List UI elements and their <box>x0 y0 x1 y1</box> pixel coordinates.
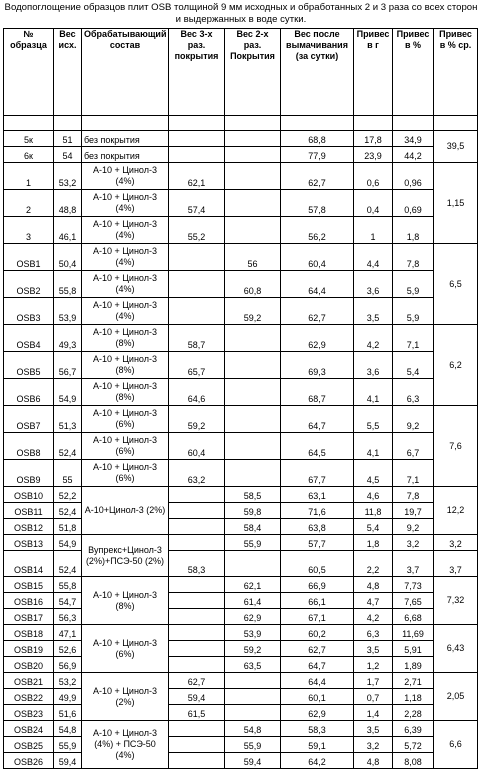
gain-pct: 0,96 <box>393 163 434 190</box>
composition: А-10 + Цинол-3 (4%) <box>82 244 169 271</box>
weight-3x: 63,2 <box>169 460 225 487</box>
weight-2x: 59,4 <box>225 753 281 769</box>
weight-after: 62,7 <box>281 298 354 325</box>
gain-pct: 5,9 <box>393 298 434 325</box>
gain-g: 1,2 <box>354 657 393 673</box>
weight-3x: 65,7 <box>169 352 225 379</box>
weight-2x <box>225 325 281 352</box>
weight-after: 64,7 <box>281 657 354 673</box>
gain-pct: 5,4 <box>393 352 434 379</box>
gain-g: 3,2 <box>354 737 393 753</box>
weight-after: 56,2 <box>281 217 354 244</box>
weight-after: 64,4 <box>281 673 354 689</box>
gain-pct: 6,3 <box>393 379 434 406</box>
sample-number: OSB19 <box>4 641 54 657</box>
initial-weight: 55,9 <box>54 737 82 753</box>
table-row <box>4 487 478 503</box>
weight-2x: 55,9 <box>225 737 281 753</box>
sample-number: OSB17 <box>4 609 54 625</box>
weight-after: 67,1 <box>281 609 354 625</box>
weight-3x: 55,2 <box>169 217 225 244</box>
col-header-weight-2x: Вес 2-х раз. Покрытия <box>225 29 281 116</box>
gain-avg: 7,6 <box>434 406 478 487</box>
sample-number: OSB18 <box>4 625 54 641</box>
sample-number: OSB4 <box>4 325 54 352</box>
gain-avg: 6,6 <box>434 721 478 769</box>
table-row <box>4 271 478 298</box>
gain-g: 1,4 <box>354 705 393 721</box>
initial-weight: 48,8 <box>54 190 82 217</box>
initial-weight: 53,9 <box>54 298 82 325</box>
gain-pct: 1,89 <box>393 657 434 673</box>
sample-number: OSB11 <box>4 503 54 519</box>
weight-2x <box>225 689 281 705</box>
sample-number: OSB10 <box>4 487 54 503</box>
table-row <box>4 131 478 147</box>
weight-2x <box>225 352 281 379</box>
sample-number: OSB23 <box>4 705 54 721</box>
weight-3x: 57,4 <box>169 190 225 217</box>
sample-number: OSB15 <box>4 577 54 593</box>
table-row <box>4 147 478 163</box>
table-row <box>4 163 478 190</box>
sample-number: OSB1 <box>4 244 54 271</box>
sample-number: 3 <box>4 217 54 244</box>
initial-weight: 56,7 <box>54 352 82 379</box>
table-row <box>4 298 478 325</box>
table-row <box>4 625 478 641</box>
initial-weight: 51 <box>54 131 82 147</box>
gain-pct: 7,8 <box>393 487 434 503</box>
weight-after: 63,1 <box>281 487 354 503</box>
gain-avg: 3,2 <box>434 535 478 551</box>
gain-pct: 7,65 <box>393 593 434 609</box>
table-row <box>4 753 478 769</box>
composition: без покрытия <box>82 147 169 163</box>
weight-2x <box>225 217 281 244</box>
table-row <box>4 737 478 753</box>
initial-weight: 52,4 <box>54 551 82 577</box>
gain-pct: 0,69 <box>393 190 434 217</box>
initial-weight: 56,9 <box>54 657 82 673</box>
gain-g: 23,9 <box>354 147 393 163</box>
sample-number: 2 <box>4 190 54 217</box>
weight-after: 62,7 <box>281 641 354 657</box>
gain-pct: 9,2 <box>393 406 434 433</box>
weight-3x: 60,4 <box>169 433 225 460</box>
gain-pct: 3,2 <box>393 535 434 551</box>
initial-weight: 52,2 <box>54 487 82 503</box>
weight-after: 62,9 <box>281 325 354 352</box>
gain-avg: 6,43 <box>434 625 478 673</box>
initial-weight: 52,6 <box>54 641 82 657</box>
composition: без покрытия <box>82 131 169 147</box>
gain-pct: 7,1 <box>393 460 434 487</box>
composition: А-10 + Цинол-3 (4%) <box>82 190 169 217</box>
gain-g: 17,8 <box>354 131 393 147</box>
weight-after: 67,7 <box>281 460 354 487</box>
gain-g: 3,6 <box>354 352 393 379</box>
weight-2x: 59,2 <box>225 298 281 325</box>
gain-pct: 6,68 <box>393 609 434 625</box>
table-row <box>4 641 478 657</box>
gain-g: 0,4 <box>354 190 393 217</box>
weight-after: 58,3 <box>281 721 354 737</box>
sample-number: OSB3 <box>4 298 54 325</box>
table-row <box>4 190 478 217</box>
gain-g: 1,8 <box>354 535 393 551</box>
sample-number: OSB6 <box>4 379 54 406</box>
composition: А-10 + Цинол-3 (6%) <box>82 433 169 460</box>
sample-number: OSB16 <box>4 593 54 609</box>
weight-2x: 56 <box>225 244 281 271</box>
water-absorption-table <box>3 28 478 769</box>
composition: А-10 + Цинол-3 (6%) <box>82 460 169 487</box>
gain-g: 3,5 <box>354 298 393 325</box>
gain-avg: 6,2 <box>434 325 478 406</box>
weight-3x: 62,1 <box>169 163 225 190</box>
header-row <box>4 29 478 116</box>
weight-2x: 61,4 <box>225 593 281 609</box>
gain-avg: 2,05 <box>434 673 478 721</box>
initial-weight: 54 <box>54 147 82 163</box>
sample-number: OSB7 <box>4 406 54 433</box>
gain-g: 1,7 <box>354 673 393 689</box>
gain-g: 4,1 <box>354 433 393 460</box>
weight-3x <box>169 519 225 535</box>
gain-g: 4,5 <box>354 460 393 487</box>
sample-number: OSB25 <box>4 737 54 753</box>
weight-3x <box>169 577 225 593</box>
table-row <box>4 460 478 487</box>
weight-2x <box>225 379 281 406</box>
table-row <box>4 593 478 609</box>
table-row <box>4 673 478 689</box>
document-title: Водопоглощение образцов плит OSB толщиной 9 мм исходных и обработанных 2 и 3 раза со всех сторон и выдержанных в воде сутки. <box>4 2 478 25</box>
gain-g: 6,3 <box>354 625 393 641</box>
sample-number: OSB5 <box>4 352 54 379</box>
composition: А-10 + Цинол-3 (8%) <box>82 379 169 406</box>
spacer-row <box>4 116 478 131</box>
weight-3x <box>169 147 225 163</box>
weight-3x: 59,4 <box>169 689 225 705</box>
composition: А-10 + Цинол-3 (4%) <box>82 217 169 244</box>
initial-weight: 53,2 <box>54 163 82 190</box>
gain-g: 4,7 <box>354 593 393 609</box>
gain-pct: 1,18 <box>393 689 434 705</box>
gain-g: 4,1 <box>354 379 393 406</box>
weight-3x <box>169 753 225 769</box>
weight-after: 57,8 <box>281 190 354 217</box>
weight-after: 60,4 <box>281 244 354 271</box>
table-row <box>4 721 478 737</box>
col-header-weight-3x: Вес 3-х раз. покрытия <box>169 29 225 116</box>
weight-3x <box>169 503 225 519</box>
composition: А-10 + Цинол-3 (8%) <box>82 352 169 379</box>
weight-after: 68,7 <box>281 379 354 406</box>
gain-pct: 7,8 <box>393 244 434 271</box>
initial-weight: 54,9 <box>54 379 82 406</box>
weight-after: 66,9 <box>281 577 354 593</box>
weight-3x <box>169 535 225 551</box>
gain-avg: 1,15 <box>434 163 478 244</box>
weight-2x <box>225 705 281 721</box>
gain-pct: 11,69 <box>393 625 434 641</box>
weight-2x: 59,2 <box>225 641 281 657</box>
sample-number: OSB13 <box>4 535 54 551</box>
weight-after: 71,6 <box>281 503 354 519</box>
table-row <box>4 217 478 244</box>
gain-g: 4,4 <box>354 244 393 271</box>
gain-avg: 3,7 <box>434 551 478 577</box>
sample-number: OSB21 <box>4 673 54 689</box>
weight-after: 64,5 <box>281 433 354 460</box>
initial-weight: 50,4 <box>54 244 82 271</box>
initial-weight: 53,2 <box>54 673 82 689</box>
weight-3x <box>169 657 225 673</box>
gain-pct: 5,72 <box>393 737 434 753</box>
weight-2x <box>225 460 281 487</box>
weight-2x: 62,9 <box>225 609 281 625</box>
initial-weight: 55,8 <box>54 271 82 298</box>
gain-g: 11,8 <box>354 503 393 519</box>
gain-pct: 5,9 <box>393 271 434 298</box>
initial-weight: 46,1 <box>54 217 82 244</box>
col-header-weight-after: Вес после вымачивания (за сутки) <box>281 29 354 116</box>
composition: А-10 + Цинол-3 (4%) <box>82 298 169 325</box>
initial-weight: 55 <box>54 460 82 487</box>
weight-3x: 58,3 <box>169 551 225 577</box>
col-header-number: № образца <box>4 29 54 116</box>
weight-after: 63,8 <box>281 519 354 535</box>
weight-after: 57,7 <box>281 535 354 551</box>
sample-number: 6к <box>4 147 54 163</box>
col-header-gain-pct: Привес в % <box>393 29 434 116</box>
composition: А-10 + Цинол-3 (4%) <box>82 163 169 190</box>
gain-avg: 6,5 <box>434 244 478 325</box>
weight-3x: 59,2 <box>169 406 225 433</box>
weight-after: 69,3 <box>281 352 354 379</box>
weight-2x: 63,5 <box>225 657 281 673</box>
composition: А-10+Цинол-3 (2%) <box>82 487 169 535</box>
table-row <box>4 433 478 460</box>
weight-after: 68,8 <box>281 131 354 147</box>
weight-2x: 55,9 <box>225 535 281 551</box>
sample-number: OSB9 <box>4 460 54 487</box>
table-row <box>4 519 478 535</box>
table-row <box>4 379 478 406</box>
gain-pct: 8,08 <box>393 753 434 769</box>
initial-weight: 59,4 <box>54 753 82 769</box>
initial-weight: 51,6 <box>54 705 82 721</box>
weight-3x <box>169 721 225 737</box>
gain-pct: 2,28 <box>393 705 434 721</box>
weight-2x: 58,4 <box>225 519 281 535</box>
gain-avg: 12,2 <box>434 487 478 535</box>
sample-number: OSB14 <box>4 551 54 577</box>
col-header-gain-g: Привес в г <box>354 29 393 116</box>
gain-g: 1 <box>354 217 393 244</box>
initial-weight: 54,9 <box>54 535 82 551</box>
gain-g: 4,8 <box>354 753 393 769</box>
gain-avg: 39,5 <box>434 131 478 163</box>
weight-3x <box>169 625 225 641</box>
sample-number: OSB8 <box>4 433 54 460</box>
gain-g: 3,5 <box>354 721 393 737</box>
gain-g: 2,2 <box>354 551 393 577</box>
weight-2x: 53,9 <box>225 625 281 641</box>
weight-3x <box>169 271 225 298</box>
gain-pct: 7,1 <box>393 325 434 352</box>
sample-number: OSB24 <box>4 721 54 737</box>
sample-number: 5к <box>4 131 54 147</box>
weight-2x: 54,8 <box>225 721 281 737</box>
initial-weight: 49,3 <box>54 325 82 352</box>
initial-weight: 47,1 <box>54 625 82 641</box>
sample-number: OSB2 <box>4 271 54 298</box>
weight-2x: 60,8 <box>225 271 281 298</box>
initial-weight: 56,3 <box>54 609 82 625</box>
weight-after: 77,9 <box>281 147 354 163</box>
sample-number: OSB26 <box>4 753 54 769</box>
composition: А-10 + Цинол-3 (8%) <box>82 577 169 625</box>
weight-after: 59,1 <box>281 737 354 753</box>
gain-pct: 19,7 <box>393 503 434 519</box>
weight-2x: 62,1 <box>225 577 281 593</box>
gain-pct: 2,71 <box>393 673 434 689</box>
weight-2x: 58,5 <box>225 487 281 503</box>
table-row <box>4 535 478 551</box>
gain-pct: 6,39 <box>393 721 434 737</box>
table-row <box>4 406 478 433</box>
gain-pct: 5,91 <box>393 641 434 657</box>
table-row <box>4 503 478 519</box>
initial-weight: 52,4 <box>54 503 82 519</box>
gain-g: 5,4 <box>354 519 393 535</box>
gain-g: 0,6 <box>354 163 393 190</box>
table-row <box>4 244 478 271</box>
table-row <box>4 577 478 593</box>
table-row <box>4 551 478 577</box>
gain-g: 4,6 <box>354 487 393 503</box>
sample-number: OSB20 <box>4 657 54 673</box>
gain-pct: 1,8 <box>393 217 434 244</box>
weight-3x: 62,7 <box>169 673 225 689</box>
composition: А-10 + Цинол-3 (6%) <box>82 625 169 673</box>
gain-g: 5,5 <box>354 406 393 433</box>
weight-after: 66,1 <box>281 593 354 609</box>
weight-2x <box>225 163 281 190</box>
sample-number: 1 <box>4 163 54 190</box>
weight-3x <box>169 609 225 625</box>
initial-weight: 51,3 <box>54 406 82 433</box>
gain-avg: 7,32 <box>434 577 478 625</box>
composition: А-10 + Цинол-3 (8%) <box>82 325 169 352</box>
weight-3x <box>169 244 225 271</box>
gain-g: 3,5 <box>354 641 393 657</box>
weight-2x <box>225 406 281 433</box>
weight-2x <box>225 131 281 147</box>
weight-after: 60,5 <box>281 551 354 577</box>
gain-pct: 44,2 <box>393 147 434 163</box>
col-header-initial-weight: Вес исх. <box>54 29 82 116</box>
weight-after: 62,7 <box>281 163 354 190</box>
weight-2x: 59,8 <box>225 503 281 519</box>
table-row <box>4 689 478 705</box>
weight-after: 64,4 <box>281 271 354 298</box>
initial-weight: 54,7 <box>54 593 82 609</box>
table-row <box>4 352 478 379</box>
gain-pct: 34,9 <box>393 131 434 147</box>
gain-g: 3,6 <box>354 271 393 298</box>
gain-pct: 7,73 <box>393 577 434 593</box>
col-header-gain-avg: Привес в % ср. <box>434 29 478 116</box>
gain-pct: 9,2 <box>393 519 434 535</box>
weight-after: 64,2 <box>281 753 354 769</box>
weight-2x <box>225 190 281 217</box>
gain-g: 4,2 <box>354 609 393 625</box>
sample-number: OSB12 <box>4 519 54 535</box>
table-row <box>4 609 478 625</box>
initial-weight: 49,9 <box>54 689 82 705</box>
table-row <box>4 705 478 721</box>
weight-3x <box>169 131 225 147</box>
gain-g: 0,7 <box>354 689 393 705</box>
table-row <box>4 325 478 352</box>
weight-2x <box>225 433 281 460</box>
col-header-composition: Обрабатывающий состав <box>82 29 169 116</box>
weight-3x: 61,5 <box>169 705 225 721</box>
weight-after: 62,9 <box>281 705 354 721</box>
gain-pct: 6,7 <box>393 433 434 460</box>
sample-number: OSB22 <box>4 689 54 705</box>
weight-3x <box>169 593 225 609</box>
weight-3x <box>169 641 225 657</box>
weight-after: 60,2 <box>281 625 354 641</box>
weight-3x <box>169 298 225 325</box>
gain-g: 4,2 <box>354 325 393 352</box>
weight-after: 60,1 <box>281 689 354 705</box>
composition: А-10 + Цинол-3 (6%) <box>82 406 169 433</box>
composition: А-10 + Цинол-3 (4%) + ПСЭ-50 (4%) <box>82 721 169 769</box>
weight-2x <box>225 147 281 163</box>
weight-3x <box>169 487 225 503</box>
initial-weight: 54,8 <box>54 721 82 737</box>
weight-after: 64,7 <box>281 406 354 433</box>
composition: Вупрекс+Цинол-3 (2%)+ПСЭ-50 (2%) <box>82 535 169 577</box>
composition: А-10 + Цинол-3 (4%) <box>82 271 169 298</box>
weight-2x <box>225 551 281 577</box>
gain-pct: 3,7 <box>393 551 434 577</box>
initial-weight: 52,4 <box>54 433 82 460</box>
composition: А-10 + Цинол-3 (2%) <box>82 673 169 721</box>
weight-3x: 58,7 <box>169 325 225 352</box>
table-row <box>4 657 478 673</box>
initial-weight: 51,8 <box>54 519 82 535</box>
weight-3x <box>169 737 225 753</box>
gain-g: 4,8 <box>354 577 393 593</box>
initial-weight: 55,8 <box>54 577 82 593</box>
weight-2x <box>225 673 281 689</box>
weight-3x: 64,6 <box>169 379 225 406</box>
